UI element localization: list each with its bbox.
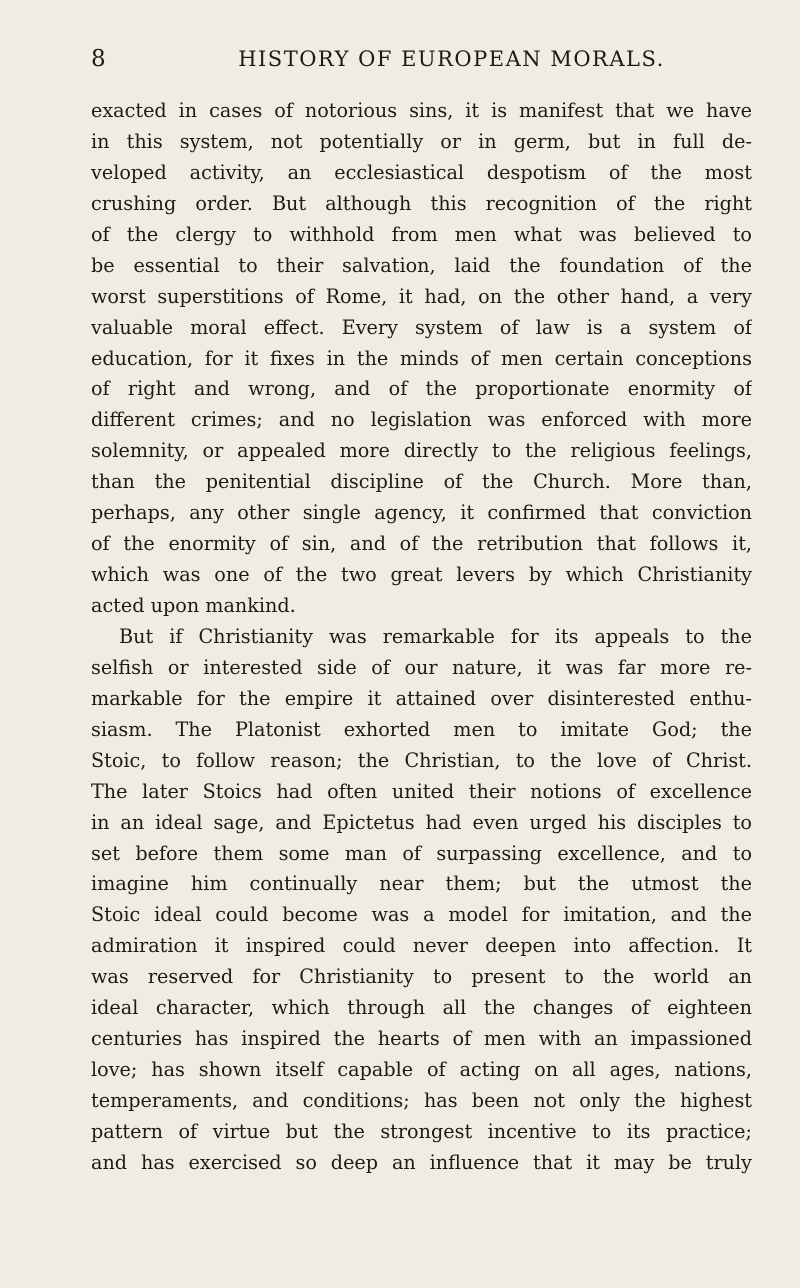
text-line: education, for it fixes in the minds of men certain conceptions (91, 346, 752, 370)
text-line: veloped activity, an ecclesiastical despotism of the most (91, 160, 752, 184)
text-line: ideal character, which through all the changes of eighteen (91, 996, 752, 1020)
text-line: siasm. The Platonist exhorted men to imitate God; the (91, 717, 752, 741)
text-line: exacted in cases of notorious sins, it is manifest that we have (91, 99, 752, 122)
text-line: temperaments, and conditions; has been not only the highest (91, 1089, 752, 1112)
text-line: valuable moral effect. Every system of law is a system of (91, 315, 752, 339)
text-line: of the clergy to withhold from men what was believed to (91, 222, 752, 246)
text-line: worst superstitions of Rome, it had, on the other hand, a very (91, 284, 752, 308)
body-text (91, 96, 752, 1179)
text-line: But if Christianity was remarkable for its appeals to the (119, 624, 752, 648)
text-line: solemnity, or appealed more directly to the religious feelings, (91, 439, 752, 463)
text-line: selfish or interested side of our nature, it was far more re- (91, 655, 752, 679)
text-line: be essential to their salvation, laid the foundation of the (91, 253, 752, 277)
text-line: which was one of the two great levers by which Christianity (91, 563, 752, 587)
text-line: The later Stoics had often united their notions of excellence (91, 779, 752, 803)
text-line: different crimes; and no legislation was enforced with more (91, 408, 752, 432)
text-line: perhaps, any other single agency, it confirmed that conviction (91, 501, 752, 525)
text-line: Stoic, to follow reason; the Christian, to the love of Christ. (91, 748, 752, 772)
text-line: markable for the empire it attained over disinterested enthu- (91, 686, 752, 710)
page-number: 8 (91, 46, 106, 72)
text-line: of the enormity of sin, and of the retribution that follows it, (91, 532, 752, 556)
text-line: and has exercised so deep an influence that it may be truly (91, 1150, 752, 1174)
text-line: than the penitential discipline of the Church. More than, (91, 470, 752, 494)
running-head (91, 42, 752, 76)
text-line: love; has shown itself capable of acting on all ages, nations, (91, 1058, 752, 1082)
text-line: imagine him continually near them; but the utmost the (91, 872, 752, 896)
text-line: of right and wrong, and of the proportionate enormity of (91, 377, 752, 401)
text-line: admiration it inspired could never deepen into affection. It (91, 934, 752, 958)
text-line: Stoic ideal could become was a model for imitation, and the (91, 903, 752, 927)
text-line: acted upon mankind. (91, 594, 296, 617)
text-line: in an ideal sage, and Epictetus had even urged his disciples to (91, 810, 752, 834)
running-title: HISTORY OF EUROPEAN MORALS. (238, 47, 665, 71)
text-line: centuries has inspired the hearts of men with an impassioned (91, 1027, 752, 1051)
text-line: crushing order. But although this recognition of the right (91, 191, 752, 215)
text-line: set before them some man of surpassing excellence, and to (91, 841, 752, 865)
text-line: pattern of virtue but the strongest incentive to its practice; (91, 1119, 752, 1143)
text-line: was reserved for Christianity to present to the world an (91, 965, 752, 989)
text-line: in this system, not potentially or in germ, but in full de- (91, 129, 752, 153)
